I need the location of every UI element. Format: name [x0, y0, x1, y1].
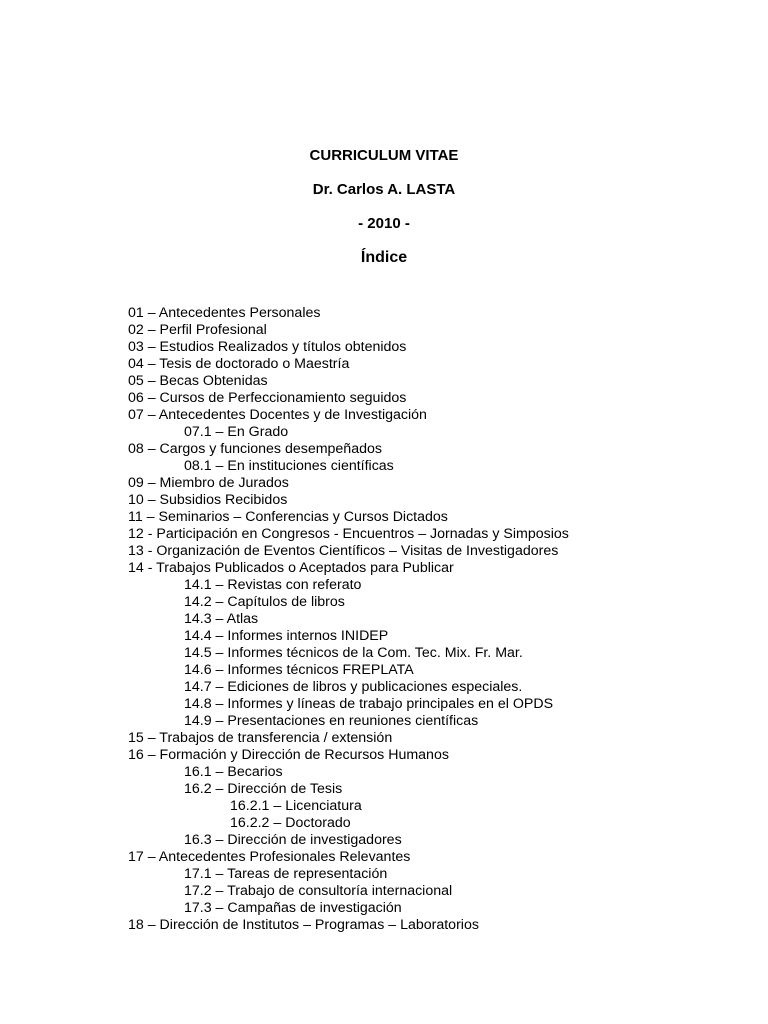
toc-entry: 14.1 – Revistas con referato: [184, 577, 362, 593]
toc-entry: 06 – Cursos de Perfeccionamiento seguidos: [128, 390, 407, 406]
toc-entry: 14.7 – Ediciones de libros y publicaciones especiales.: [184, 679, 523, 695]
toc-entry: 09 – Miembro de Jurados: [128, 475, 289, 491]
toc-entry: 16.2.2 – Doctorado: [230, 815, 351, 831]
document-title: CURRICULUM VITAE: [309, 147, 459, 164]
toc-entry: 16 – Formación y Dirección de Recursos Humanos: [128, 747, 449, 763]
toc-entry: 12 - Participación en Congresos - Encuentros – Jornadas y Simposios: [128, 526, 569, 542]
author-name: Dr. Carlos A. LASTA: [312, 181, 456, 198]
toc-entry: 16.2 – Dirección de Tesis: [184, 781, 343, 797]
toc-entry: 14.4 – Informes internos INIDEP: [184, 628, 389, 644]
toc-entry: 02 – Perfil Profesional: [128, 322, 267, 338]
toc-entry: 17.2 – Trabajo de consultoría internacional: [184, 883, 453, 899]
table-of-contents: [128, 305, 569, 934]
toc-entry: 15 – Trabajos de transferencia / extensión: [128, 730, 393, 746]
toc-entry: 04 – Tesis de doctorado o Maestría: [128, 356, 350, 372]
toc-entry: 18 – Dirección de Institutos – Programas – Laboratorios: [128, 917, 479, 933]
toc-entry: 14 - Trabajos Publicados o Aceptados para Publicar: [128, 560, 454, 576]
toc-entry: 16.1 – Becarios: [184, 764, 283, 780]
toc-entry: 13 - Organización de Eventos Científicos – Visitas de Investigadores: [128, 543, 559, 559]
toc-entry: 14.6 – Informes técnicos FREPLATA: [184, 662, 414, 678]
toc-entry: 10 – Subsidios Recibidos: [128, 492, 288, 508]
toc-entry: 07 – Antecedentes Docentes y de Investigación: [128, 407, 427, 423]
toc-entry: 17.1 – Tareas de representación: [184, 866, 388, 882]
document-year: - 2010 -: [358, 215, 410, 232]
toc-entry: 08 – Cargos y funciones desempeñados: [128, 441, 382, 457]
toc-entry: 14.3 – Atlas: [184, 611, 259, 627]
toc-entry: 14.8 – Informes y líneas de trabajo principales en el OPDS: [184, 696, 554, 712]
toc-entry: 16.3 – Dirección de investigadores: [184, 832, 402, 848]
index-heading: Índice: [360, 249, 408, 266]
toc-entry: 14.2 – Capítulos de libros: [184, 594, 345, 610]
toc-entry: 05 – Becas Obtenidas: [128, 373, 268, 389]
toc-entry: 11 – Seminarios – Conferencias y Cursos Dictados: [128, 509, 448, 525]
toc-entry: 14.9 – Presentaciones en reuniones científicas: [184, 713, 479, 729]
toc-entry: 01 – Antecedentes Personales: [128, 305, 321, 321]
toc-entry: 03 – Estudios Realizados y títulos obtenidos: [128, 339, 407, 355]
toc-entry: 17 – Antecedentes Profesionales Relevantes: [128, 849, 411, 865]
toc-entry: 08.1 – En instituciones científicas: [184, 458, 394, 474]
toc-entry: 17.3 – Campañas de investigación: [184, 900, 402, 916]
toc-entry: 07.1 – En Grado: [184, 424, 289, 440]
toc-entry: 16.2.1 – Licenciatura: [230, 798, 362, 814]
toc-entry: 14.5 – Informes técnicos de la Com. Tec. Mix. Fr. Mar.: [184, 645, 523, 661]
